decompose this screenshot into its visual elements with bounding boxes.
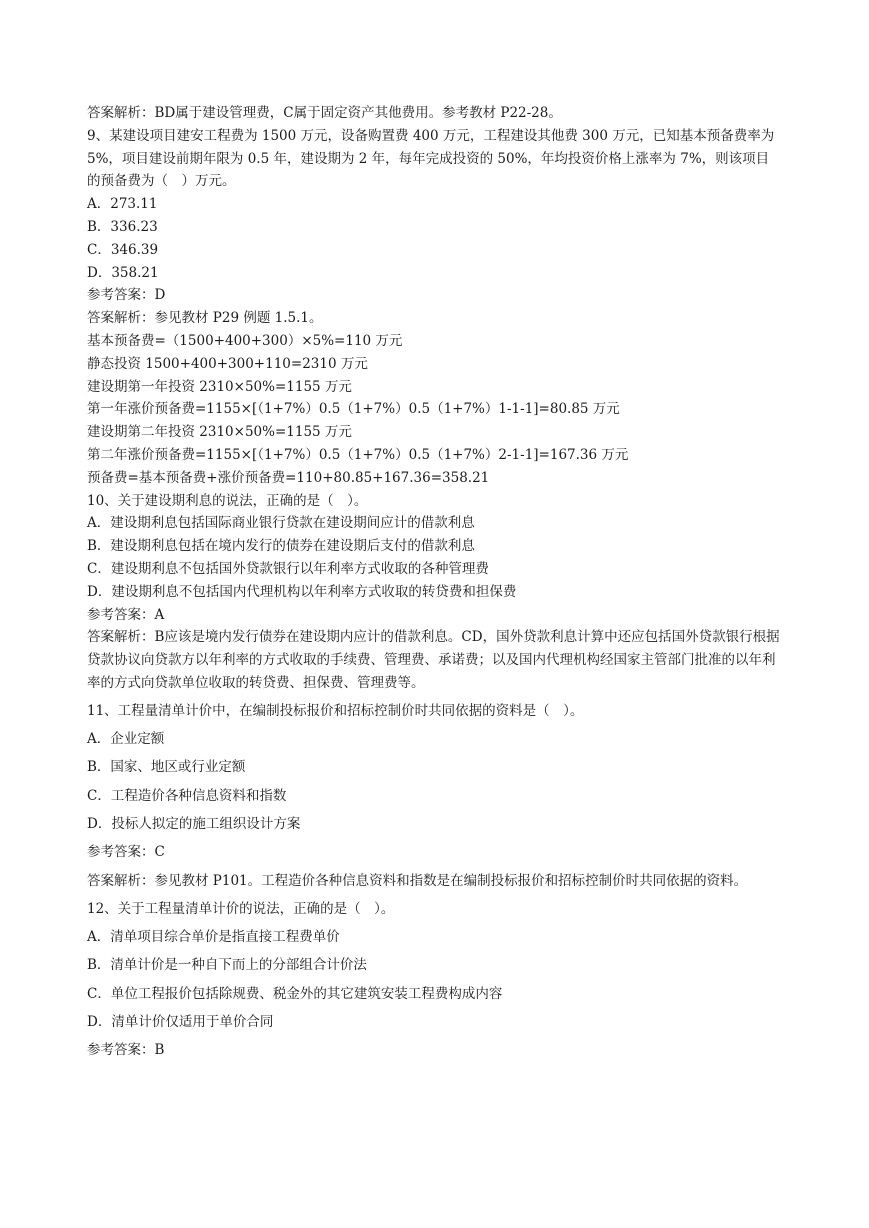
answer-analysis-q8: 答案解析：BD属于建设管理费，C属于固定资产其他费用。参考教材 P22-28。	[87, 105, 562, 121]
question-12: 12、关于工程量清单计价的说法，正确的是（ ）。	[87, 900, 395, 917]
q11-reference-answer: 参考答案：C	[87, 844, 165, 861]
q10-option-a: A．建设期利息包括国际商业银行贷款在建设期间应计的借款利息	[87, 515, 475, 532]
q9-reference-answer: 参考答案：D	[87, 287, 166, 304]
question-11: 11、工程量清单计价中，在编制投标报价和招标控制价时共同依据的资料是（ ）。	[87, 702, 584, 719]
q12-option-d: D．清单计价仅适用于单价合同	[87, 1013, 274, 1030]
q10-reference-answer: 参考答案：A	[87, 606, 165, 623]
q9-option-d: D．358.21	[87, 264, 159, 281]
section-q9-q10	[87, 102, 787, 695]
question-9: 9、某建设项目建安工程费为 1500 万元，设备购置费 400 万元，工程建设其他费 300 万元，已知基本预备费率为 5%，项目建设前期年限为 0.5 年，建设期为 2 年，每年完成投资的 50%，年均投资价格上涨率为 7%，则该项目的预备费为（ ）万元。	[87, 127, 775, 190]
q12-option-b: B．清单计价是一种自下而上的分部组合计价法	[87, 957, 367, 974]
q9-calc-line-2: 静态投资 1500+400+300+110=2310 万元	[87, 355, 368, 372]
q9-answer-analysis: 答案解析：参见教材 P29 例题 1.5.1。	[87, 310, 323, 327]
q10-answer-analysis: 答案解析：B应该是境内发行债券在建设期内应计的借款利息。CD，国外贷款利息计算中还应包括国外贷款银行根据贷款协议向贷款方以年利率的方式收取的手续费、管理费、承诺费；以及国内代理机构经国家主管部门批准的以年利率的方式向贷款单位收取的转贷费、担保费、管理费等。	[87, 629, 780, 691]
question-10: 10、关于建设期利息的说法，正确的是（ ）。	[87, 492, 368, 509]
q12-option-a: A．清单项目综合单价是指直接工程费单价	[87, 929, 340, 946]
q11-answer-analysis: 答案解析：参见教材 P101。工程造价各种信息资料和指数是在编制投标报价和招标控制价时共同依据的资料。	[87, 872, 748, 889]
section-q11-q12	[87, 697, 787, 1065]
q9-calc-line-4: 第一年涨价预备费=1155×[（1+7%）0.5（1+7%）0.5（1+7%）1-1-1]=80.85 万元	[87, 401, 620, 418]
q10-option-d: D．建设期利息不包括国内代理机构以年利率方式收取的转贷费和担保费	[87, 583, 517, 600]
q10-option-b: B．建设期利息包括在境内发行的债券在建设期后支付的借款利息	[87, 538, 475, 555]
q10-option-c: C．建设期利息不包括国外贷款银行以年利率方式收取的各种管理费	[87, 560, 489, 577]
document-page	[87, 102, 787, 1065]
q9-option-c: C．346.39	[87, 241, 159, 258]
q12-reference-answer: 参考答案：B	[87, 1042, 165, 1059]
q9-option-a: A．273.11	[87, 196, 158, 213]
q9-calc-line-7: 预备费=基本预备费+涨价预备费=110+80.85+167.36=358.21	[87, 469, 490, 486]
q11-option-a: A．企业定额	[87, 731, 165, 748]
q11-option-d: D．投标人拟定的施工组织设计方案	[87, 815, 301, 832]
q9-calc-line-6: 第二年涨价预备费=1155×[（1+7%）0.5（1+7%）0.5（1+7%）2-1-1]=167.36 万元	[87, 446, 629, 463]
q9-calc-line-5: 建设期第二年投资 2310×50%=1155 万元	[87, 424, 352, 441]
q11-option-b: B．国家、地区或行业定额	[87, 759, 246, 776]
q12-option-c: C．单位工程报价包括除规费、税金外的其它建筑安装工程费构成内容	[87, 985, 503, 1002]
q9-calc-line-3: 建设期第一年投资 2310×50%=1155 万元	[87, 378, 352, 395]
q9-option-b: B．336.23	[87, 218, 158, 235]
q9-calc-line-1: 基本预备费=（1500+400+300）×5%=110 万元	[87, 332, 403, 349]
q11-option-c: C．工程造价各种信息资料和指数	[87, 787, 287, 804]
